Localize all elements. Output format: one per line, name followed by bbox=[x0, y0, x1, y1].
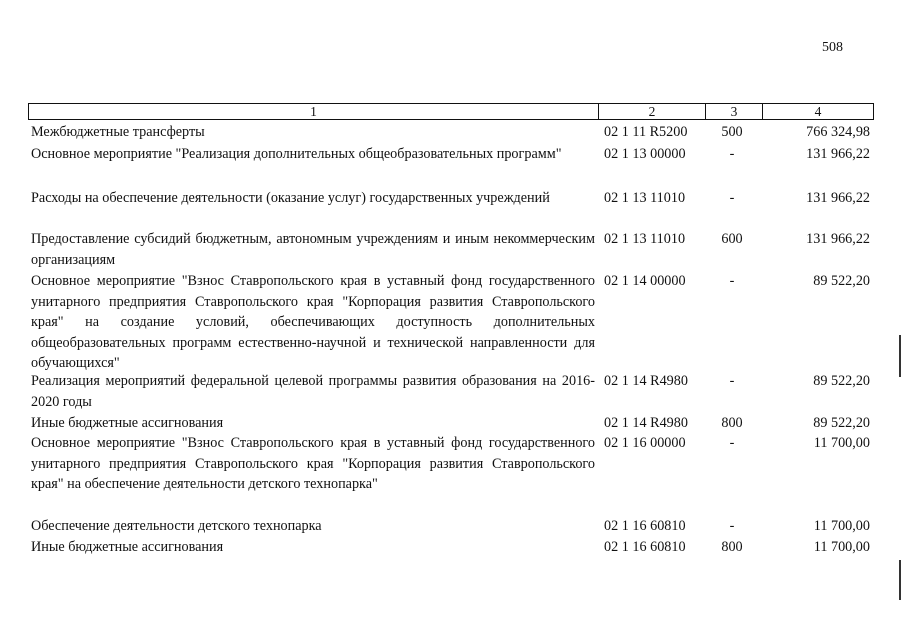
header-col-1: 1 bbox=[29, 104, 599, 119]
row-code: 02 1 14 00000 bbox=[604, 273, 686, 289]
row-code: 02 1 13 11010 bbox=[604, 231, 686, 247]
row-code: 02 1 13 00000 bbox=[604, 146, 686, 162]
row-amount: 89 522,20 bbox=[813, 373, 870, 389]
row-name: Иные бюджетные ассигнования bbox=[31, 539, 224, 555]
header-col-4: 4 bbox=[814, 104, 822, 119]
row-name: Расходы на обеспечение деятельности (оказание услуг) государственных учреждений bbox=[31, 190, 550, 206]
row-type: 800 bbox=[721, 415, 743, 431]
row-name: Реализация мероприятий федеральной целевой программы развития образования на 2016-2020 годы bbox=[31, 373, 595, 410]
row-code: 02 1 13 11010 bbox=[604, 190, 686, 206]
row-type: - bbox=[729, 435, 735, 451]
row-code: 02 1 14 R4980 bbox=[604, 415, 688, 431]
row-code: 02 1 14 R4980 bbox=[604, 373, 688, 389]
row-code: 02 1 16 60810 bbox=[604, 518, 686, 534]
row-type: 600 bbox=[721, 231, 743, 247]
row-amount: 11 700,00 bbox=[813, 518, 870, 534]
page-number: 508 bbox=[822, 40, 843, 55]
row-name: Межбюджетные трансферты bbox=[31, 124, 205, 140]
header-col-2: 2 bbox=[599, 104, 706, 119]
row-amount: 131 966,22 bbox=[806, 190, 870, 206]
row-amount: 89 522,20 bbox=[813, 273, 870, 289]
row-name: Предоставление субсидий бюджетным, автономным учреждениям и иным некоммерческим организациям bbox=[31, 231, 595, 268]
row-name: Обеспечение деятельности детского технопарка bbox=[31, 518, 322, 534]
row-amount: 11 700,00 bbox=[813, 435, 870, 451]
header-col-3: 3 bbox=[706, 104, 763, 119]
row-type: 800 bbox=[721, 539, 743, 555]
row-code: 02 1 16 00000 bbox=[604, 435, 686, 451]
row-type: - bbox=[729, 518, 735, 534]
table-header bbox=[28, 103, 874, 120]
row-amount: 131 966,22 bbox=[806, 146, 870, 162]
row-amount: 131 966,22 bbox=[806, 231, 870, 247]
row-amount: 11 700,00 bbox=[813, 539, 870, 555]
row-type: - bbox=[729, 190, 735, 206]
row-name: Основное мероприятие "Реализация дополнительных общеобразовательных программ" bbox=[31, 146, 562, 162]
row-name: Основное мероприятие "Взнос Ставропольского края в уставный фонд государственного унитарного предприятия Ставропольского края "Корпорация развития Ставропольского края" на создание условий, обеспечивающих доступность дополнительных общеобразовательных программ естественно-научной и технической направленности для обучающихся" bbox=[31, 273, 595, 371]
row-code: 02 1 16 60810 bbox=[604, 539, 686, 555]
row-type: - bbox=[729, 273, 735, 289]
row-type: 500 bbox=[721, 124, 743, 140]
row-name: Иные бюджетные ассигнования bbox=[31, 415, 224, 431]
row-amount: 89 522,20 bbox=[813, 415, 870, 431]
row-type: - bbox=[729, 146, 735, 162]
scan-edge-mark bbox=[899, 335, 901, 377]
row-name: Основное мероприятие "Взнос Ставропольского края в уставный фонд государственного унитарного предприятия Ставропольского края "Корпорация развития Ставропольского края" на обеспечение деятельности детского технопарка" bbox=[31, 435, 595, 492]
row-type: - bbox=[729, 373, 735, 389]
scan-edge-mark bbox=[899, 560, 901, 600]
row-amount: 766 324,98 bbox=[806, 124, 870, 140]
row-code: 02 1 11 R5200 bbox=[604, 124, 688, 140]
